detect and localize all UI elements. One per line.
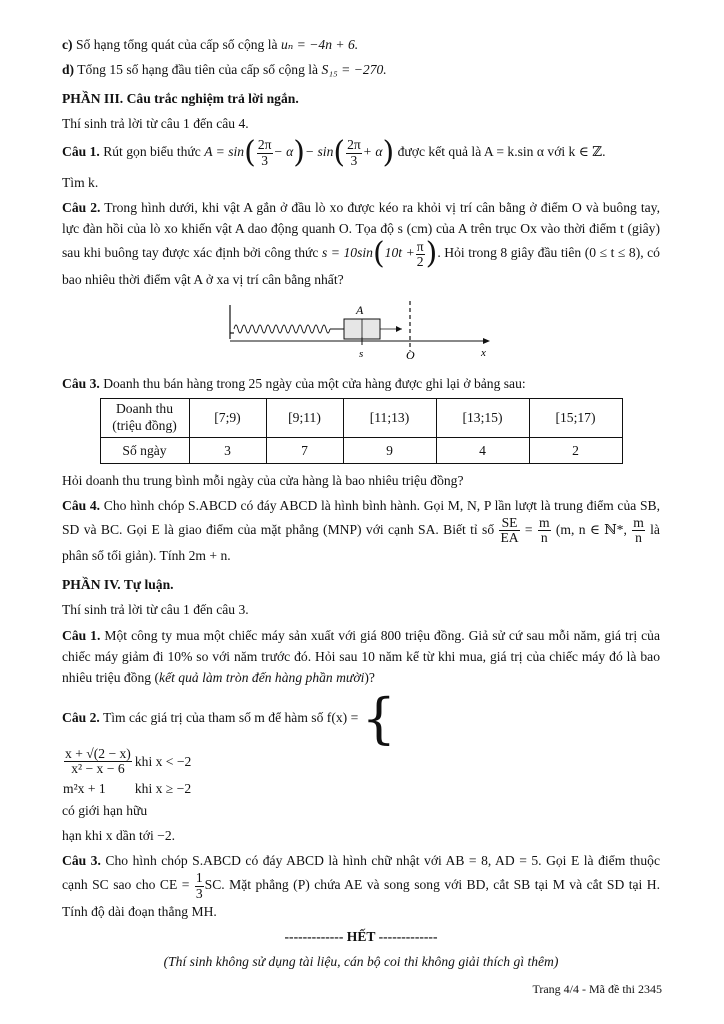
table-row <box>100 398 622 437</box>
table-cell: 2 <box>529 437 622 463</box>
table-cell: 9 <box>343 437 436 463</box>
part3-q1-find: Tìm k. <box>62 175 99 191</box>
fig-label-a: A <box>356 302 364 317</box>
fraction-m-n-b: $\frac{m}{n}$ <box>633 514 644 546</box>
exam-page: c) Số hạng tổng quát của cấp số cộng là uₙ = −4n + 6. d) Tổng 15 số hạng đầu tiên của cấp số cộng là S₁₅ = −270. PHẦN III. Câu trắc nghiệm trả lời ngắn. Thí sinh trả lời từ câu 1 đến câu 4. Câu 1. Rút gọn biểu thức A = sin( $\frac{2\pi}{3}$ − α)− sin( $\frac{2\pi}{3}$ + α) được kết quả là A = k.sin α với k ∈ ℤ. Tìm k. Câu 2. Trong hình dưới, khi vật A gắn ở đầu lò xo được kéo ra khỏi vị trí cân bằng ở điểm O và buông tay, lực đàn hồi của lò xo khiến vật A dao động quanh O. Tọa độ s (cm) của A trên trục Ox vào thời điểm t (giây) sau khi buông tay được xác định bởi công thức s = 10sin(10t + $\frac{\pi}{2}$ ). Hỏi trong 8 giây đầu tiên (0 ≤ t ≤ 8), có bao nhiêu thời điểm vật A ở xa vị trí cân bằng nhất? A s O x Câu 3. Doanh thu bán hàng trong 25 ngày của một cửa hàng được ghi lại ở bảng sau: Doanh thu (triệu đồng) [7;9) [9;11) [11;13) [13;15) [15;17) Số ngày 3 7 9 4 2 Hỏi doanh thu trung bình mỗi ngày của cửa hàng là bao nhiêu triệu đồng? Câu 4. Cho hình chóp S.ABCD có đáy ABCD là hình bình hành. Gọi M, N, P lần lượt là trung điểm của SB, SD và BC. Gọi E là giao điểm của mặt phẳng (MNP) với cạnh SA. Biết tỉ số $\frac{SE}{EA}$ = $\frac{m}{n}$ (m, n ∈ ℕ*, $\frac{m}{n}$ là phân số tối giản). Tính 2m + n. PHẦN IV. Tự luận. Thí sinh trả lời từ câu 1 đến câu 3. Câu 1. Một công ty mua một chiếc máy sản xuất với giá 800 triệu đồng. Giả sử cứ sau mỗi năm, giá trị của chiếc máy giảm đi 10% so với năm trước đó. Hỏi sau 10 năm kể từ khi mua, giá trị của chiếc máy đó là bao nhiêu triệu đồng (kết quả làm tròn đến hàng phần mười)? Câu 2. Tìm các giá trị của tham số m để hàm số f(x) = { $\frac{x + √(2 - x)}{\text{x² − x − 6}}$ khi x < −2 m²x + 1 khi x ≥ −2 có giới hạn hữu hạn khi x dần tới −2. Câu 3. Cho hình chóp S.ABCD có đáy ABCD là hình chữ nhật với AB = 8, AD = 5. Gọi E là điểm thuộc cạnh SC sao cho CE = $\frac{1}{3}$ SC. Mặt phẳng (P) chứa AE và song song với BD, cắt SB tại M và cắt SD tại H. Tính độ dài đoạn thẳng MH. ------------- HẾT ------------- (Thí sinh không sử dụng tài liệu, cán bộ coi thi không giải thích gì thêm) <box>62 34 660 976</box>
footnote: (Thí sinh không sử dụng tài liệu, cán bộ coi thi không giải thích gì thêm) <box>163 954 559 970</box>
end-marker: ------------- HẾT ------------- <box>284 929 438 945</box>
spring-coil <box>234 325 330 333</box>
part4-q3: Câu 3. Cho hình chóp S.ABCD có đáy ABCD là hình chữ nhật với AB = 8, AD = 5. Gọi E là điểm thuộc cạnh SC sao cho CE = $\frac{1}{3}$ SC. Mặt phẳng (P) chứa AE và song song với BD, cắt SB tại M và cắt SD tại H. Tính độ dài đoạn thẳng MH. <box>62 853 660 919</box>
table-cell: [7;9) <box>189 398 266 437</box>
table-header-revenue: Doanh thu (triệu đồng) <box>100 398 189 437</box>
page-footer: Trang 4/4 - Mã đề thi 2345 <box>532 982 662 996</box>
table-cell: [13;15) <box>436 398 529 437</box>
part3-q1: Câu 1. Rút gọn biểu thức A = sin( $\frac{2\pi}{3}$ − α)− sin( $\frac{2\pi}{3}$ + α) được kết quả là A = k.sin α với k ∈ ℤ. <box>62 135 606 171</box>
fig-label-o: O <box>406 347 415 361</box>
fraction-pi-2: $\frac{\pi}{2}$ <box>416 238 424 269</box>
table-cell: [11;13) <box>343 398 436 437</box>
table-row <box>100 437 622 463</box>
fraction-m-n: $\frac{m}{n}$ <box>538 514 550 546</box>
fraction-se-ea: $\frac{SE}{EA}$ <box>500 514 519 546</box>
part3-q3: Câu 3. Doanh thu bán hàng trong 25 ngày của một cửa hàng được ghi lại ở bảng sau: <box>62 375 526 391</box>
spring-figure <box>62 299 660 367</box>
revenue-table <box>100 398 623 464</box>
table-cell: [9;11) <box>266 398 343 437</box>
part4-q1: Câu 1. Một công ty mua một chiếc máy sản xuất với giá 800 triệu đồng. Giả sử cứ sau mỗi năm, giá trị của chiếc máy giảm đi 10% so với năm trước đó. Hỏi sau 10 năm kể từ khi mua, giá trị của chiếc máy đó là bao nhiêu triệu đồng (kết quả làm tròn đến hàng phần mười)? <box>62 627 660 685</box>
fig-label-x: x <box>481 346 486 359</box>
part3-intro: Thí sinh trả lời từ câu 1 đến câu 4. <box>62 116 249 132</box>
part3-q4: Câu 4. Cho hình chóp S.ABCD có đáy ABCD là hình bình hành. Gọi M, N, P lần lượt là trung điểm của SB, SD và BC. Gọi E là giao điểm của mặt phẳng (MNP) với cạnh SA. Biết tỉ số $\frac{SE}{EA}$ = $\frac{m}{n}$ (m, n ∈ ℕ*, $\frac{m}{n}$ là phân số tối giản). Tính 2m + n. <box>62 497 660 564</box>
prev-item-d: d) Tổng 15 số hạng đầu tiên của cấp số cộng là S₁₅ = −270. <box>62 62 387 78</box>
table-cell: 7 <box>266 437 343 463</box>
table-cell: [15;17) <box>529 398 622 437</box>
spring-diagram <box>226 299 496 361</box>
table-header-days: Số ngày <box>100 437 189 463</box>
fraction-2pi-3-b: $\frac{2\pi}{3}$ <box>347 137 361 168</box>
fraction-2pi-3: $\frac{2\pi}{3}$ <box>257 137 272 168</box>
part3-q3-question: Hỏi doanh thu trung bình mỗi ngày của cửa hàng là bao nhiêu triệu đồng? <box>62 472 464 488</box>
part3-q2: Câu 2. Trong hình dưới, khi vật A gắn ở đầu lò xo được kéo ra khỏi vị trí cân bằng ở điểm O và buông tay, lực đàn hồi của lò xo khiến vật A dao động quanh O. Tọa độ s (cm) của A trên trục Ox vào thời điểm t (giây) sau khi buông tay được xác định bởi công thức s = 10sin(10t + $\frac{\pi}{2}$ ). Hỏi trong 8 giây đầu tiên (0 ≤ t ≤ 8), có bao nhiêu thời điểm vật A ở xa vị trí cân bằng nhất? <box>62 200 660 288</box>
table-cell: 4 <box>436 437 529 463</box>
part4-intro: Thí sinh trả lời từ câu 1 đến câu 3. <box>62 602 249 618</box>
prev-item-c: c) Số hạng tổng quát của cấp số cộng là uₙ = −4n + 6. <box>62 37 359 52</box>
part4-q2-cont: hạn khi x dần tới −2. <box>62 828 176 844</box>
fraction-1-3: $\frac{1}{3}$ <box>195 870 203 901</box>
part3-title: PHẦN III. Câu trắc nghiệm trả lời ngắn. <box>62 91 299 107</box>
part4-q2: Câu 2. Tìm các giá trị của tham số m để hàm số f(x) = { <box>62 686 396 750</box>
part4-title: PHẦN IV. Tự luận. <box>62 577 174 593</box>
table-cell: 3 <box>189 437 266 463</box>
fig-label-s: s <box>359 347 364 360</box>
